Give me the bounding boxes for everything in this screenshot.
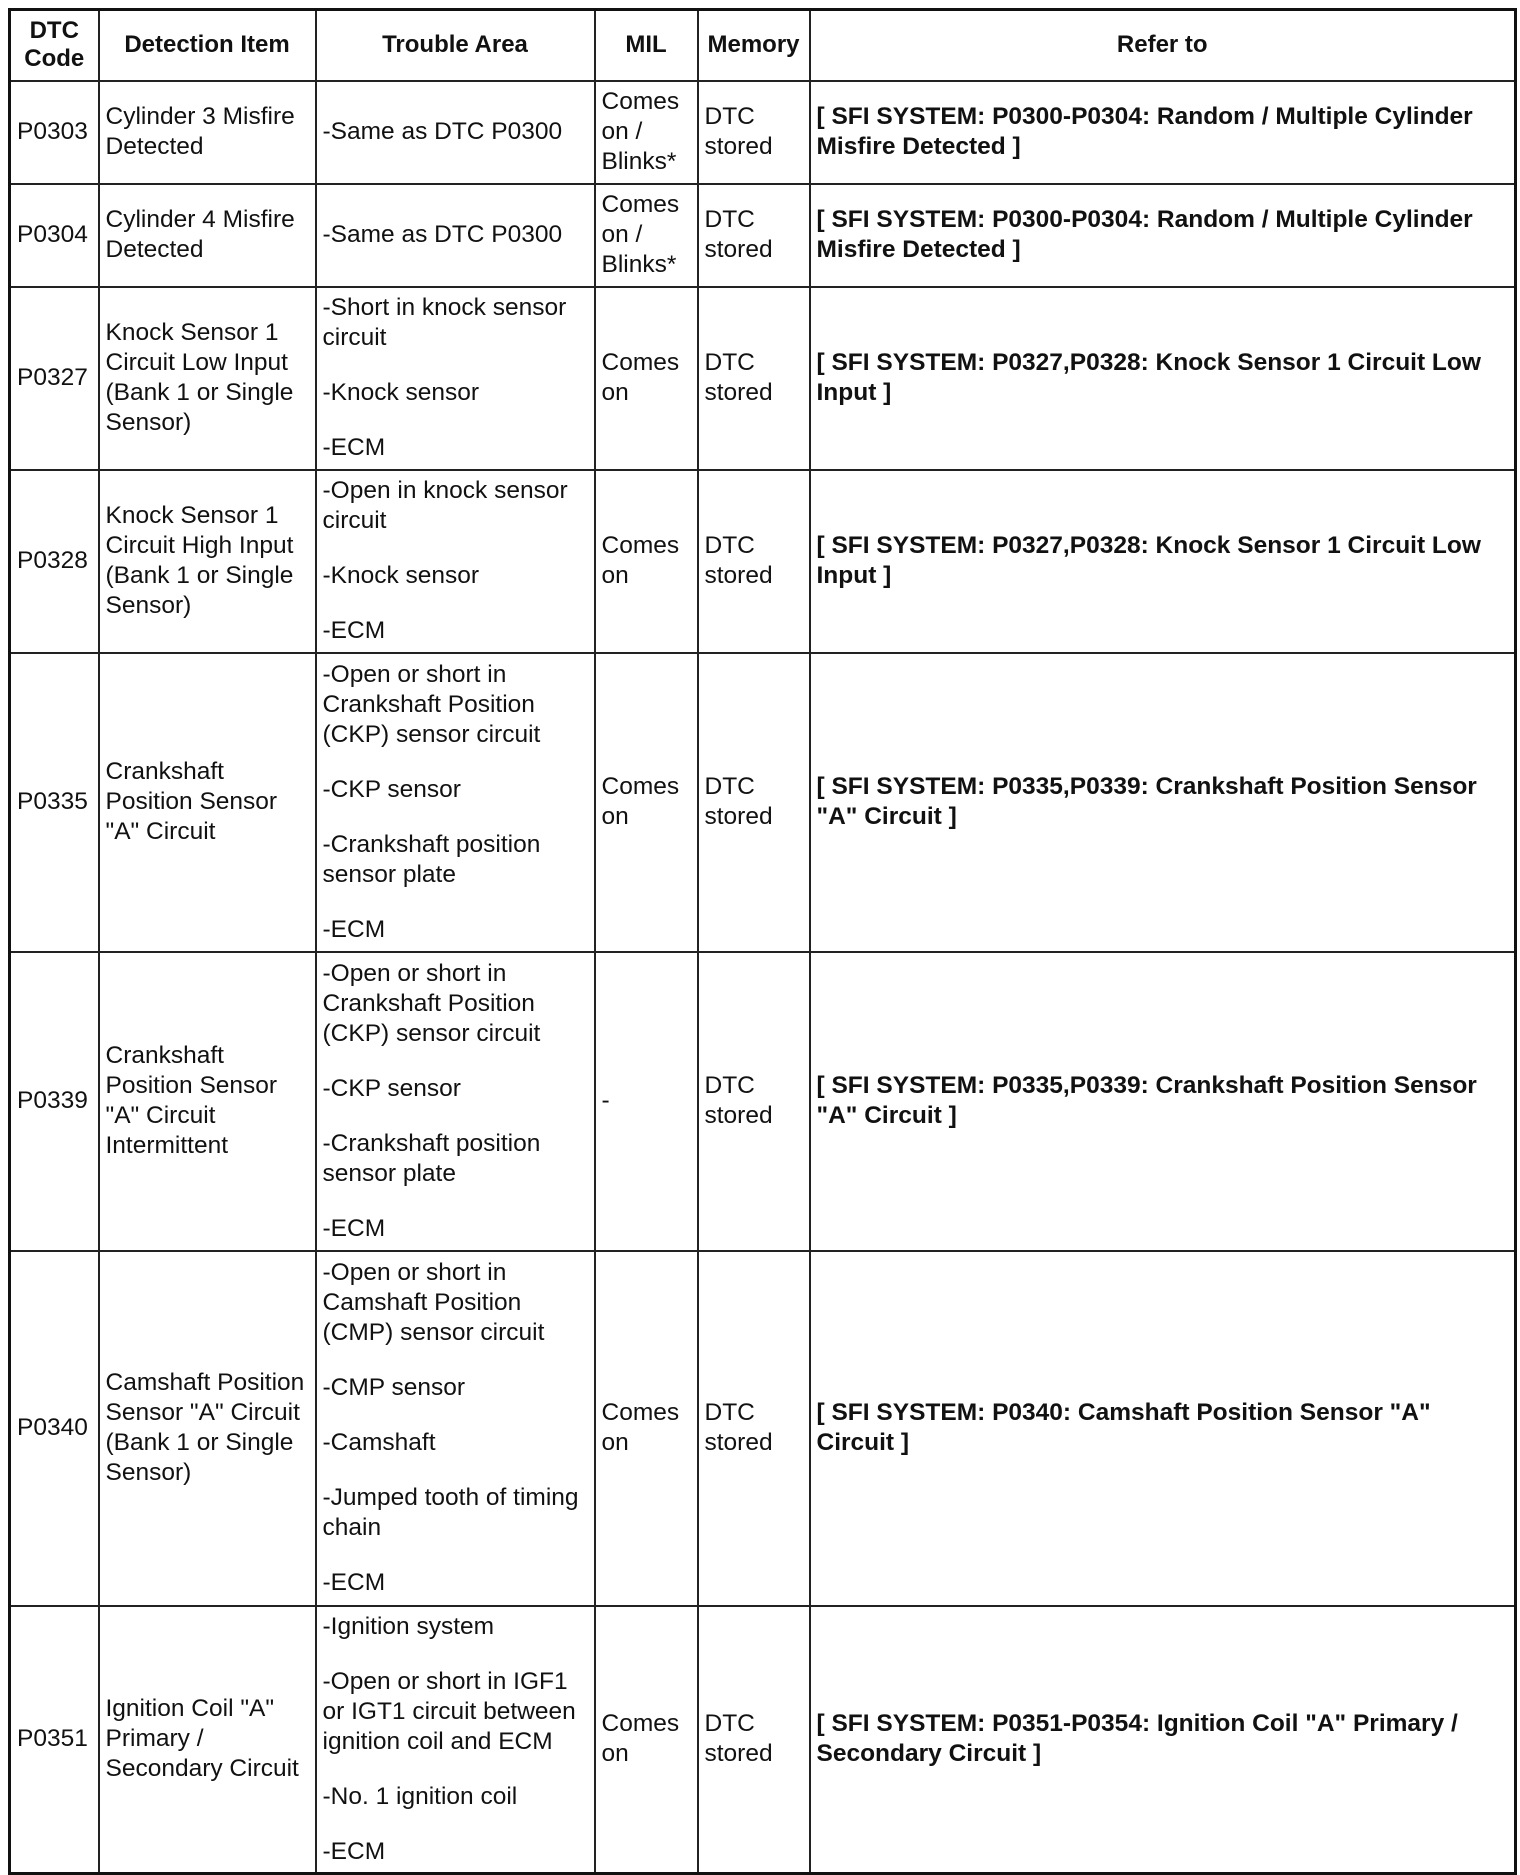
table-row xyxy=(10,470,1516,653)
table-row xyxy=(10,1251,1516,1606)
memory-cell: DTC stored xyxy=(698,653,810,952)
trouble-area-cell xyxy=(316,184,595,287)
table-row xyxy=(10,184,1516,287)
memory-cell: DTC stored xyxy=(698,470,810,653)
trouble-area-item: -CKP sensor xyxy=(322,775,461,803)
trouble-area-item: -Open or short in Crankshaft Position (CKP) sensor circuit xyxy=(322,660,541,748)
memory-cell: DTC stored xyxy=(698,81,810,184)
detection-item-cell: Knock Sensor 1 Circuit High Input (Bank 1 or Single Sensor) xyxy=(99,470,316,653)
trouble-area-item: -CKP sensor xyxy=(322,1074,461,1102)
mil-cell: - xyxy=(595,952,698,1251)
trouble-area-item: -Knock sensor xyxy=(322,379,480,406)
mil-cell: Comes on / Blinks* xyxy=(595,184,698,287)
trouble-area-item: -ECM xyxy=(322,1569,386,1596)
header-memory: Memory xyxy=(698,10,810,81)
memory-cell: DTC stored xyxy=(698,1251,810,1606)
detection-item-cell: Crankshaft Position Sensor "A" Circuit Intermittent xyxy=(99,952,316,1251)
refer-to-cell: [ SFI SYSTEM: P0327,P0328: Knock Sensor 1 Circuit Low Input ] xyxy=(810,470,1516,653)
trouble-area-item: -Open or short in Camshaft Position (CMP) sensor circuit xyxy=(322,1259,545,1346)
mil-cell: Comes on / Blinks* xyxy=(595,81,698,184)
mil-cell: Comes on xyxy=(595,470,698,653)
table-row xyxy=(10,81,1516,184)
trouble-area-cell xyxy=(316,287,595,470)
detection-item-cell: Cylinder 3 Misfire Detected xyxy=(99,81,316,184)
trouble-area-cell xyxy=(316,653,595,952)
trouble-area-item: -Jumped tooth of timing chain xyxy=(322,1484,579,1541)
trouble-area-item: -ECM xyxy=(322,434,386,461)
memory-cell: DTC stored xyxy=(698,184,810,287)
trouble-area-item: -Open in knock sensor circuit xyxy=(322,477,568,534)
table-row xyxy=(10,1606,1516,1874)
dtc-code-cell: P0340 xyxy=(10,1251,99,1606)
table-row xyxy=(10,952,1516,1251)
trouble-area-cell xyxy=(316,81,595,184)
mil-cell: Comes on xyxy=(595,653,698,952)
trouble-area-item: -Short in knock sensor circuit xyxy=(322,294,567,351)
dtc-code-cell: P0327 xyxy=(10,287,99,470)
table-row xyxy=(10,653,1516,952)
refer-to-cell: [ SFI SYSTEM: P0300-P0304: Random / Multiple Cylinder Misfire Detected ] xyxy=(810,184,1516,287)
header-trouble-area: Trouble Area xyxy=(316,10,595,81)
trouble-area-cell xyxy=(316,1606,595,1874)
header-refer-to: Refer to xyxy=(810,10,1516,81)
detection-item-cell: Knock Sensor 1 Circuit Low Input (Bank 1 or Single Sensor) xyxy=(99,287,316,470)
trouble-area-item: -Open or short in IGF1 or IGT1 circuit between ignition coil and ECM xyxy=(322,1667,576,1755)
refer-to-cell: [ SFI SYSTEM: P0351-P0354: Ignition Coil "A" Primary / Secondary Circuit ] xyxy=(810,1606,1516,1874)
dtc-code-cell: P0335 xyxy=(10,653,99,952)
trouble-area-item: -ECM xyxy=(322,1214,386,1242)
dtc-code-cell: P0328 xyxy=(10,470,99,653)
trouble-area-item: -Ignition system xyxy=(322,1612,495,1640)
trouble-area-item: -Same as DTC P0300 xyxy=(322,118,563,145)
memory-cell: DTC stored xyxy=(698,952,810,1251)
trouble-area-item: -ECM xyxy=(322,617,386,644)
mil-cell: Comes on xyxy=(595,1606,698,1874)
trouble-area-cell xyxy=(316,952,595,1251)
refer-to-cell: [ SFI SYSTEM: P0335,P0339: Crankshaft Position Sensor "A" Circuit ] xyxy=(810,952,1516,1251)
dtc-code-cell: P0351 xyxy=(10,1606,99,1874)
mil-cell: Comes on xyxy=(595,287,698,470)
dtc-code-cell: P0303 xyxy=(10,81,99,184)
trouble-area-item: -No. 1 ignition coil xyxy=(322,1782,518,1810)
trouble-area-item: -Crankshaft position sensor plate xyxy=(322,1129,541,1187)
trouble-area-item: -Open or short in Crankshaft Position (CKP) sensor circuit xyxy=(322,959,541,1047)
trouble-area-item: -CMP sensor xyxy=(322,1374,466,1401)
dtc-code-cell: P0339 xyxy=(10,952,99,1251)
dtc-code-cell: P0304 xyxy=(10,184,99,287)
refer-to-cell: [ SFI SYSTEM: P0300-P0304: Random / Multiple Cylinder Misfire Detected ] xyxy=(810,81,1516,184)
header-dtc-code: DTC Code xyxy=(10,10,99,81)
memory-cell: DTC stored xyxy=(698,287,810,470)
trouble-area-item: -Crankshaft position sensor plate xyxy=(322,830,541,888)
memory-cell: DTC stored xyxy=(698,1606,810,1874)
trouble-area-cell xyxy=(316,470,595,653)
trouble-area-item: -ECM xyxy=(322,1837,386,1865)
header-row xyxy=(10,10,1516,81)
header-mil: MIL xyxy=(595,10,698,81)
table-row xyxy=(10,287,1516,470)
refer-to-cell: [ SFI SYSTEM: P0340: Camshaft Position Sensor "A" Circuit ] xyxy=(810,1251,1516,1606)
detection-item-cell: Ignition Coil "A" Primary / Secondary Circuit xyxy=(99,1606,316,1874)
trouble-area-item: -Camshaft xyxy=(322,1429,436,1456)
trouble-area-item: -ECM xyxy=(322,915,386,943)
header-detection-item: Detection Item xyxy=(99,10,316,81)
trouble-area-item: -Knock sensor xyxy=(322,562,480,589)
trouble-area-item: -Same as DTC P0300 xyxy=(322,221,563,248)
detection-item-cell: Cylinder 4 Misfire Detected xyxy=(99,184,316,287)
trouble-area-cell xyxy=(316,1251,595,1606)
refer-to-cell: [ SFI SYSTEM: P0327,P0328: Knock Sensor 1 Circuit Low Input ] xyxy=(810,287,1516,470)
refer-to-cell: [ SFI SYSTEM: P0335,P0339: Crankshaft Position Sensor "A" Circuit ] xyxy=(810,653,1516,952)
dtc-table xyxy=(8,8,1517,1875)
detection-item-cell: Crankshaft Position Sensor "A" Circuit xyxy=(99,653,316,952)
detection-item-cell: Camshaft Position Sensor "A" Circuit (Bank 1 or Single Sensor) xyxy=(99,1251,316,1606)
mil-cell: Comes on xyxy=(595,1251,698,1606)
